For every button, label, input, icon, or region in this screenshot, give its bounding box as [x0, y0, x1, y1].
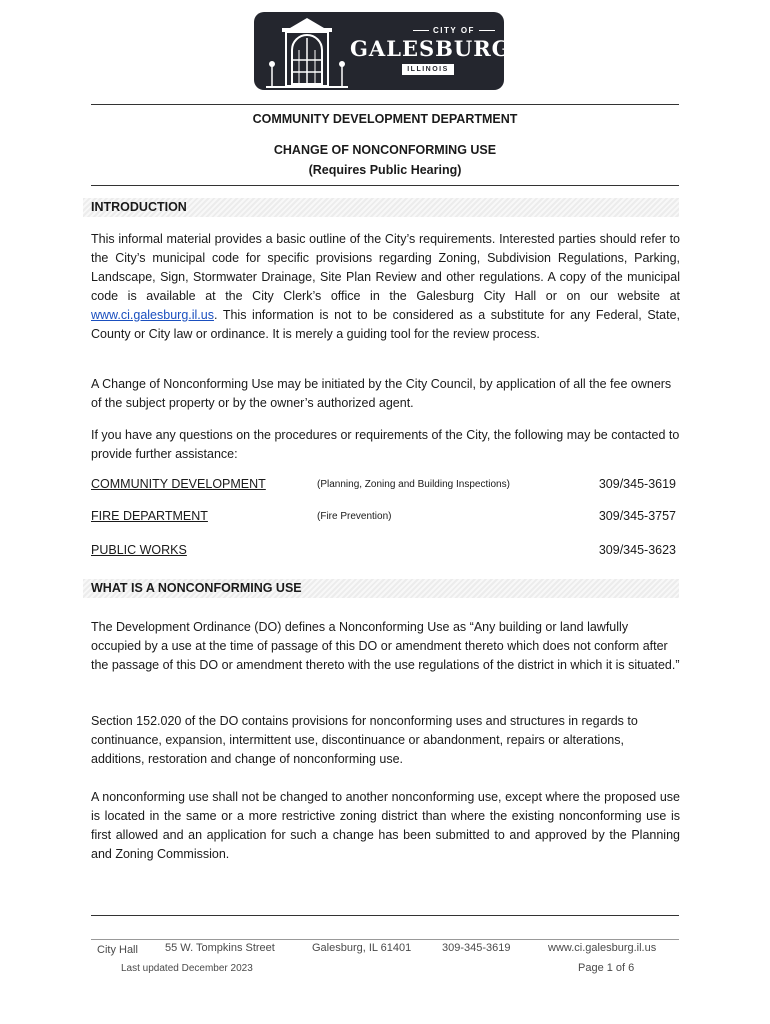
footer-website[interactable]: www.ci.galesburg.il.us	[548, 942, 657, 954]
contact-row	[91, 543, 680, 563]
city-website-link[interactable]: www.ci.galesburg.il.us	[91, 308, 214, 322]
header-top-rule	[91, 104, 679, 105]
introduction-paragraph-3: If you have any questions on the procedures or requirements of the City, the following may be contacted to provide further assistance:	[91, 428, 680, 461]
intro-p1-text: This informal material provides a basic outline of the City’s requirements. Interested parties should refer to the City’s municipal code for specific provisions regarding Zoning, Subdivision Regulations, Parking, Landscape, Sign, Stormwater Drainage, Site Plan Review and other regulations. A copy of the municipal code is available at the City Clerk’s office in the Galesburg City Hall or on our website at	[91, 232, 680, 303]
header-bottom-rule	[91, 185, 679, 186]
contact-department: COMMUNITY DEVELOPMENT	[91, 477, 266, 491]
logo-city-of: CITY OF	[409, 26, 499, 35]
city-logo	[254, 12, 511, 90]
contact-department: PUBLIC WORKS	[91, 543, 187, 557]
introduction-heading: INTRODUCTION	[91, 200, 187, 214]
department-name: COMMUNITY DEVELOPMENT DEPARTMENT	[252, 112, 518, 126]
contact-row	[91, 509, 680, 529]
contact-phone: 309/345-3623	[598, 543, 676, 557]
footer-address: 55 W. Tompkins Street	[165, 942, 275, 954]
footer-rule	[91, 939, 679, 940]
contact-department: FIRE DEPARTMENT	[91, 509, 208, 523]
document-title: CHANGE OF NONCONFORMING USE	[273, 143, 497, 157]
logo-city-name: GALESBURG	[350, 36, 511, 61]
footer-updated: Last updated December 2023	[121, 963, 253, 974]
introduction-section-header	[83, 198, 679, 217]
intro-p1-text-end: . This information is not to be considered as a substitute for any Federal, State, County or City law or ordinance. It is merely a guiding tool for the review process.	[91, 308, 680, 341]
contact-row	[91, 477, 680, 497]
nonconforming-paragraph-3: A nonconforming use shall not be changed to another nonconforming use, except where the proposed use is located in the same or a more restrictive zoning district than where the existing nonconforming use is first allowed and an application for such a change has been submitted to and approved by the Planning and Zoning Commission.	[91, 790, 680, 861]
contact-description: (Planning, Zoning and Building Inspections)	[317, 479, 510, 490]
footer-top-rule	[91, 915, 679, 916]
footer-page-number: Page 1 of 6	[578, 962, 635, 974]
logo-state: ILLINOIS	[402, 64, 454, 75]
nonconforming-paragraph-1: The Development Ordinance (DO) defines a Nonconforming Use as “Any building or land lawfully occupied by a use at the time of passage of this DO or amendment thereto which does not conform after the passage of this DO or amendment thereto with the use regulations of the district in which it is situated.”	[91, 620, 680, 672]
footer-city: Galesburg, IL 61401	[312, 942, 412, 954]
nonconforming-section-header	[83, 579, 679, 598]
nonconforming-heading: WHAT IS A NONCONFORMING USE	[91, 581, 302, 595]
footer-phone: 309-345-3619	[442, 942, 511, 954]
document-subtitle: (Requires Public Hearing)	[308, 163, 462, 177]
introduction-paragraph-2: A Change of Nonconforming Use may be initiated by the City Council, by application of all the fee owners of the subject property or by the owner’s authorized agent.	[91, 377, 672, 410]
introduction-paragraph-1	[91, 230, 680, 344]
city-hall-building-icon	[262, 14, 352, 90]
contact-description: (Fire Prevention)	[317, 511, 392, 522]
contact-phone: 309/345-3757	[598, 509, 676, 523]
nonconforming-paragraph-2: Section 152.020 of the DO contains provisions for nonconforming uses and structures in regards to continuance, expansion, intermittent use, discontinuance or abandonment, repairs or alterations, additions, restoration and change of nonconforming use.	[91, 714, 638, 766]
contact-phone: 309/345-3619	[598, 477, 676, 491]
footer-label: City Hall	[97, 944, 138, 956]
